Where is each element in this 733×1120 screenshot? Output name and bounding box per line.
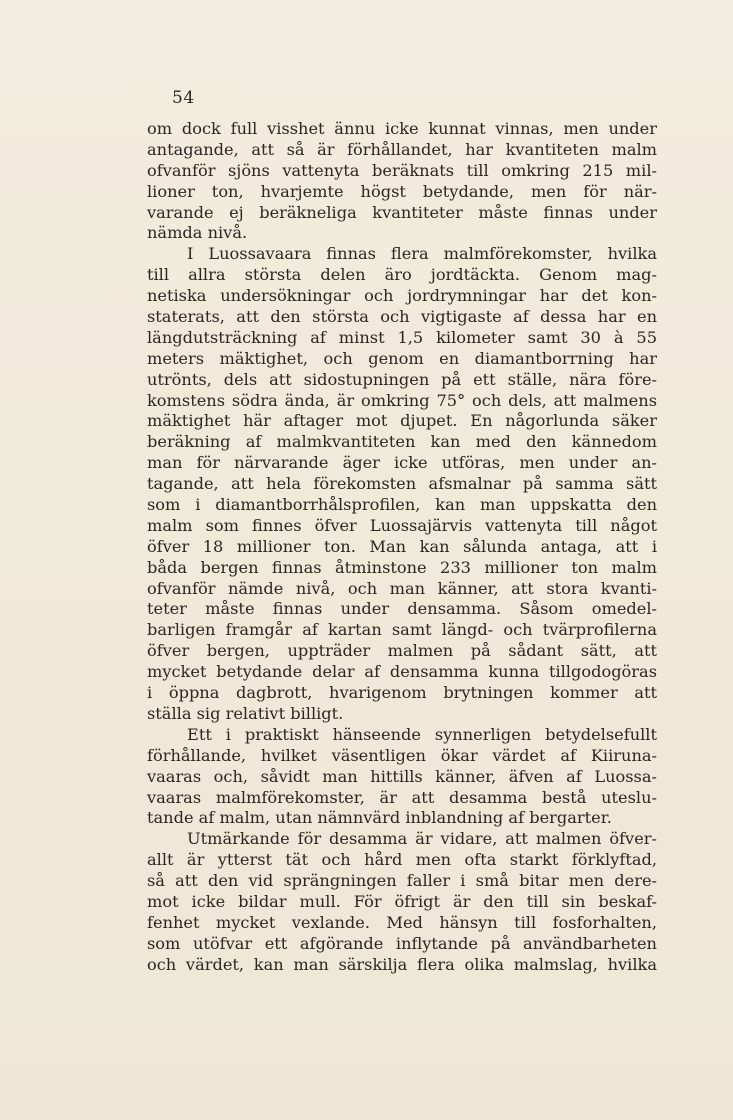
text-line: man för närvarande äger icke utföras, men under an- xyxy=(147,453,657,473)
text-line: som i diamantborrhålsprofilen, kan man uppskatta den xyxy=(147,495,657,515)
text-line: om dock full visshet ännu icke kunnat vinnas, men under xyxy=(147,119,657,138)
text-line: beräkning af malmkvantiteten kan med den kännedom xyxy=(147,432,657,452)
text-line: Ett i praktiskt hänseende synnerligen betydelsefullt xyxy=(187,724,657,744)
text-line: till allra största delen äro jordtäckta. Genom mag- xyxy=(147,265,657,285)
text-line: längdutsträckning af minst 1,5 kilometer samt 30 à 55 xyxy=(147,327,657,347)
text-line: malm som finnes öfver Luossajärvis vattenyta till något xyxy=(147,515,657,535)
text-line: meters mäktighet, och genom en diamantborrning har xyxy=(147,348,657,368)
body-text xyxy=(147,119,657,976)
page-number: 54 xyxy=(172,88,195,108)
text-line: ofvanför nämde nivå, och man känner, att stora kvanti- xyxy=(147,578,657,598)
text-line: mot icke bildar mull. För öfrigt är den till sin beskaf- xyxy=(147,891,657,911)
text-line: nämda nivå. xyxy=(147,223,248,243)
text-line: öfver bergen, uppträder malmen på sådant sätt, att xyxy=(147,641,657,661)
text-line: fenhet mycket vexlande. Med hänsyn till fosforhalten, xyxy=(147,912,657,932)
text-line: varande ej beräkneliga kvantiteter måste finnas under xyxy=(147,202,657,222)
text-line: I Luossavaara finnas flera malmförekomster, hvilka xyxy=(187,244,657,264)
text-line: vaaras och, såvidt man hittills känner, äfven af Luossa- xyxy=(147,766,657,786)
text-line: teter måste finnas under densamma. Såsom omedel- xyxy=(147,599,657,619)
text-line: Utmärkande för desamma är vidare, att malmen öfver- xyxy=(187,829,657,849)
text-line: tande af malm, utan nämnvärd inblandning af bergarter. xyxy=(147,808,612,828)
text-line: netiska undersökningar och jordrymningar har det kon- xyxy=(147,286,657,306)
text-line: staterats, att den största och vigtigaste af dessa har en xyxy=(147,307,657,327)
text-line: vaaras malmförekomster, är att desamma bestå uteslu- xyxy=(147,787,657,807)
text-line: antagande, att så är förhållandet, har kvantiteten malm xyxy=(147,139,657,159)
text-line: ställa sig relativt billigt. xyxy=(147,703,344,723)
text-line: utrönts, dels att sidostupningen på ett ställe, nära före- xyxy=(147,369,657,389)
text-line: och värdet, kan man särskilja flera olika malmslag, hvilka xyxy=(147,954,657,974)
text-line: mäktighet här aftager mot djupet. En någorlunda säker xyxy=(147,411,657,431)
text-line: tagande, att hela förekomsten afsmalnar på samma sätt xyxy=(147,474,657,494)
text-line: i öppna dagbrott, hvarigenom brytningen kommer att xyxy=(147,683,657,703)
text-line: som utöfvar ett afgörande inflytande på användbarheten xyxy=(147,933,657,953)
text-line: ofvanför sjöns vattenyta beräknats till omkring 215 mil- xyxy=(147,160,657,180)
text-line: förhållande, hvilket väsentligen ökar värdet af Kiiruna- xyxy=(147,745,657,765)
text-line: lioner ton, hvarjemte högst betydande, men för när- xyxy=(147,181,657,201)
text-line: båda bergen finnas åtminstone 233 millioner ton malm xyxy=(147,557,657,577)
text-line: öfver 18 millioner ton. Man kan sålunda antaga, att i xyxy=(147,536,657,556)
text-line: barligen framgår af kartan samt längd- och tvärprofilerna xyxy=(147,620,657,640)
text-line: mycket betydande delar af densamma kunna tillgodogöras xyxy=(147,662,657,682)
text-line: så att den vid sprängningen faller i små bitar men dere- xyxy=(147,871,657,891)
text-line: allt är ytterst tät och hård men ofta starkt förklyftad, xyxy=(147,850,657,870)
text-line: komstens södra ända, är omkring 75° och dels, att malmens xyxy=(147,390,657,410)
